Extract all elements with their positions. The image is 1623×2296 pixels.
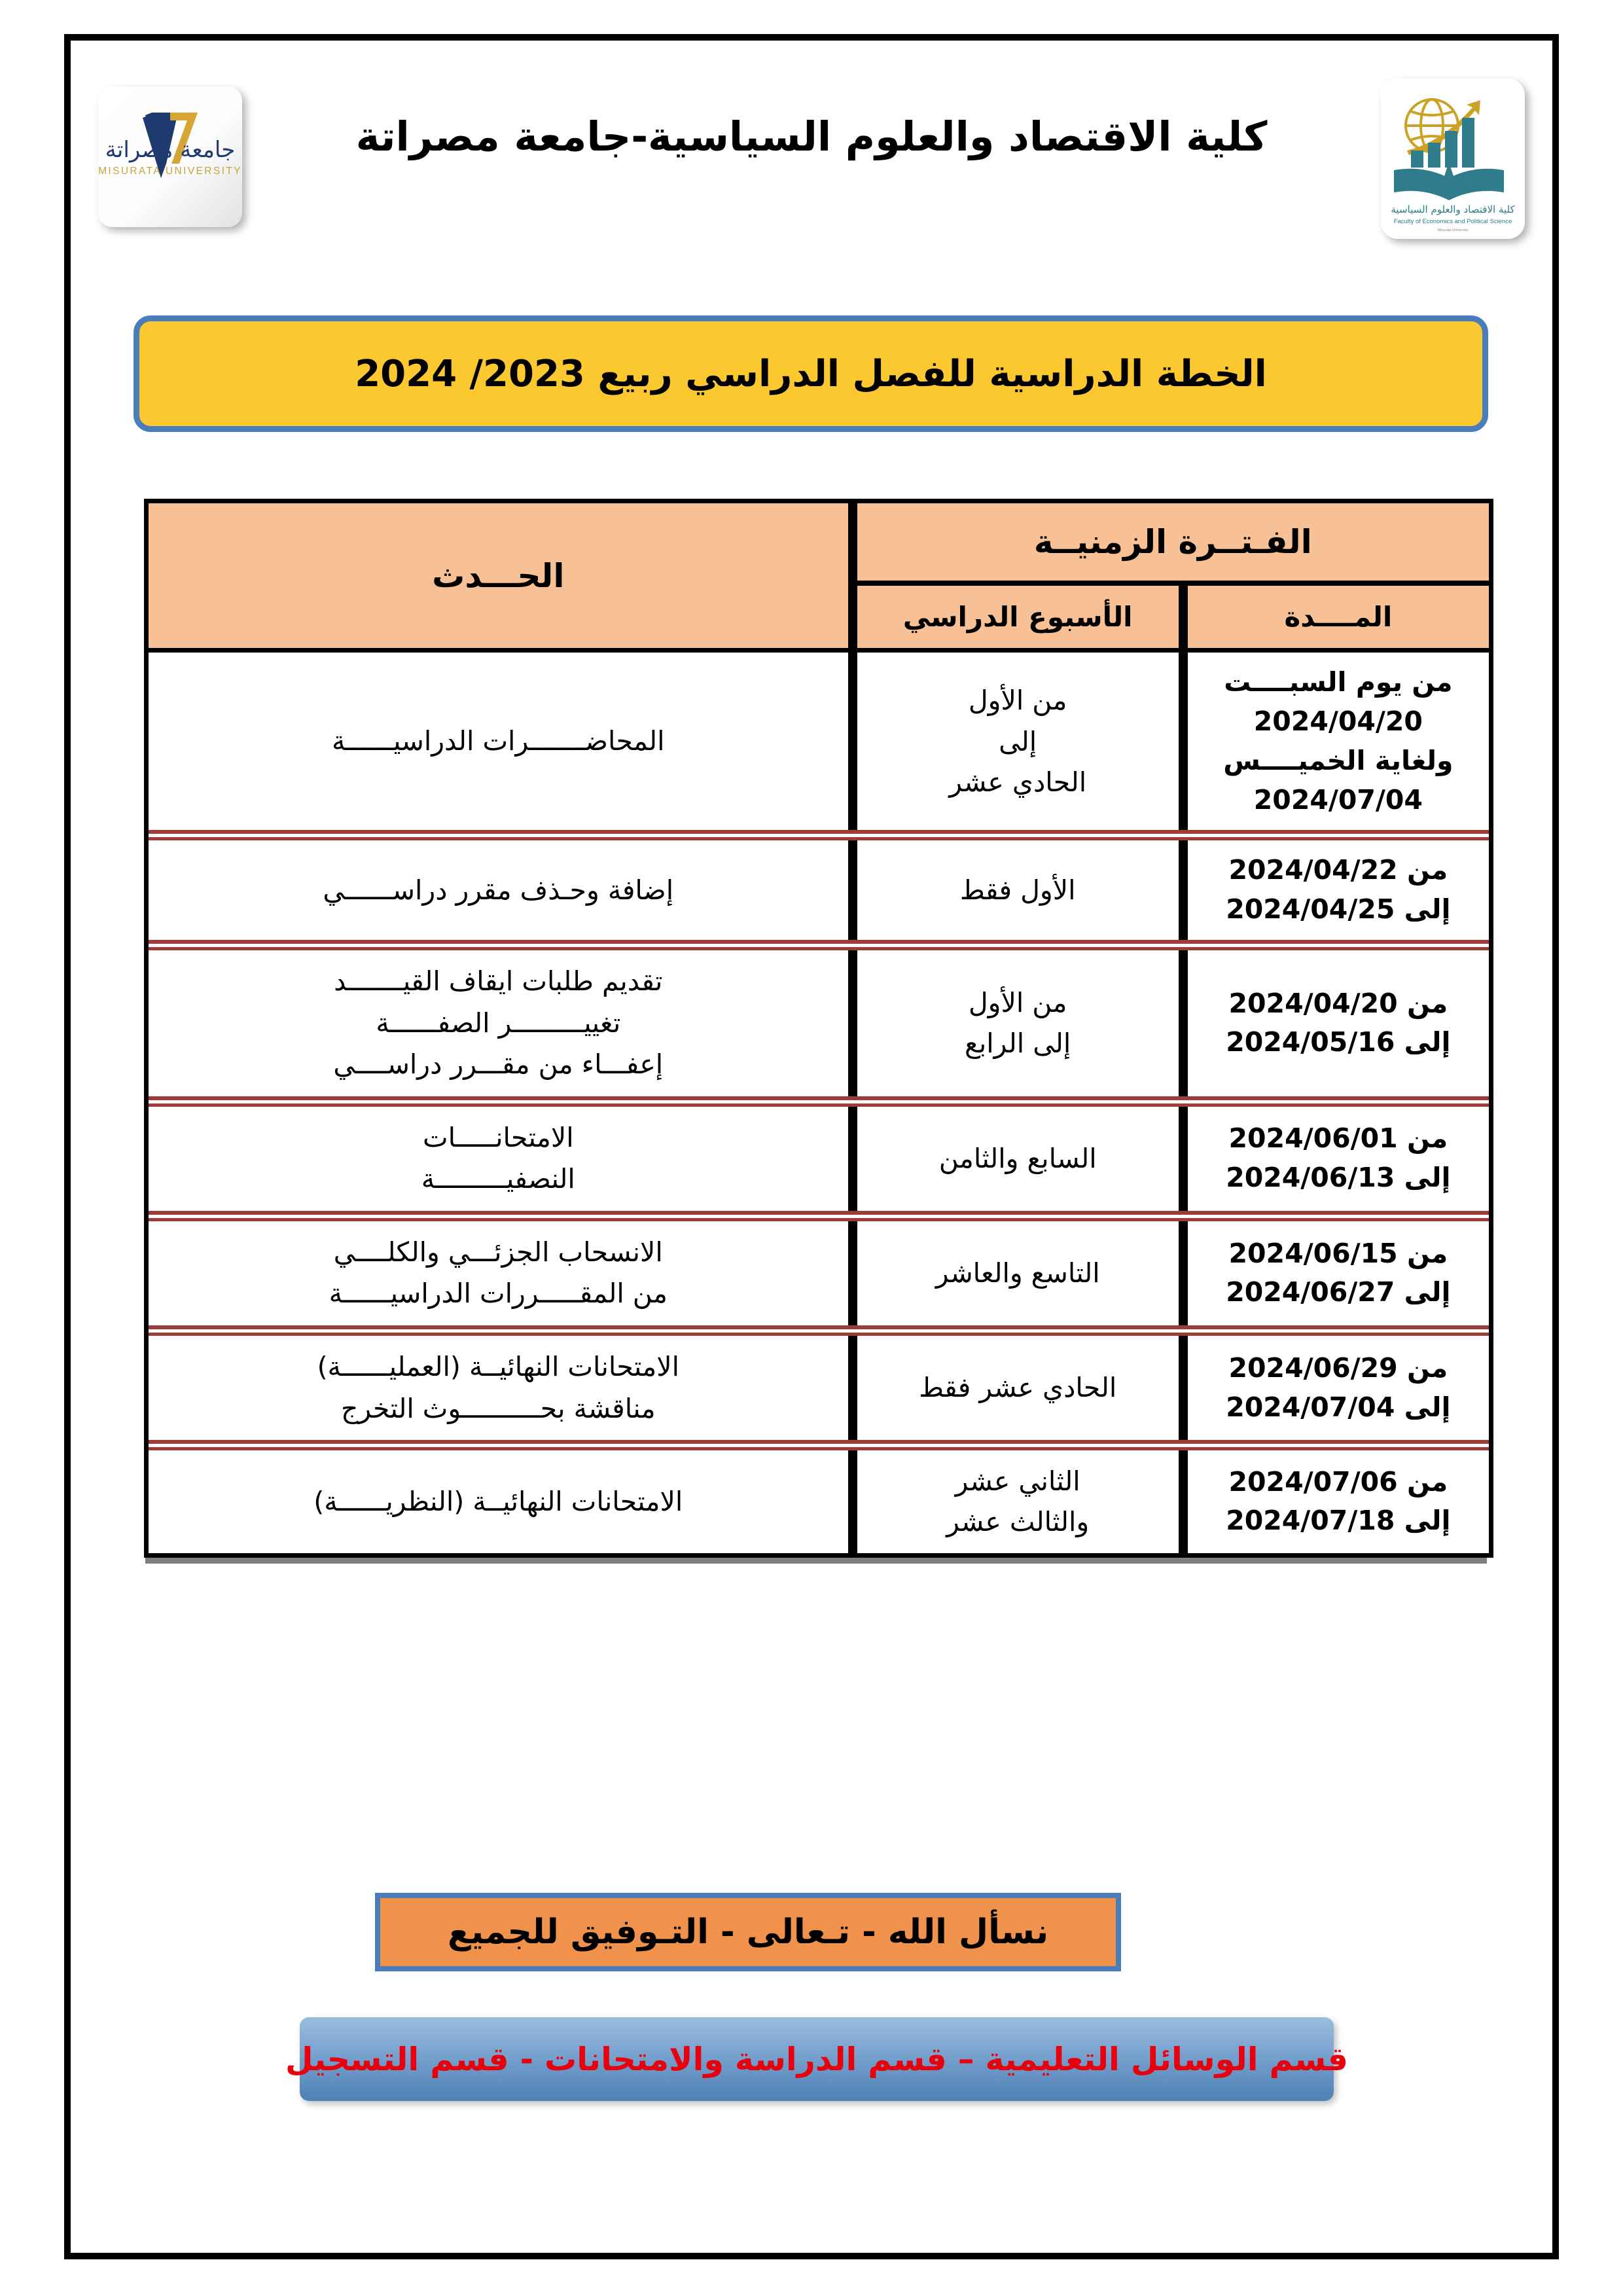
cell-event-line: الامتحانات النهائيــة (النظريــــــة) [313, 1485, 683, 1517]
separator-bar [149, 1325, 1489, 1336]
cell-duration-line: 2024/07/04 [1253, 783, 1423, 816]
cell-duration-line: من 2024/06/29 [1228, 1352, 1448, 1384]
departments-banner [285, 2017, 1348, 2101]
cell-study-week-line: السابع والثامن [938, 1143, 1097, 1175]
faculty-of-economics-logo [1381, 79, 1525, 239]
cell-study-week [853, 1107, 1183, 1211]
table-row [144, 653, 1493, 830]
university-logo-graphic [98, 86, 242, 227]
cell-duration [1183, 840, 1493, 940]
cell-study-week-line: من الأول [968, 987, 1067, 1019]
blessing-banner [375, 1893, 1121, 1971]
cell-duration-line: إلى 2024/07/04 [1226, 1391, 1451, 1423]
page-border [64, 34, 1559, 2259]
cell-study-week-line: إلى الرابع [965, 1028, 1071, 1060]
cell-duration-line: من 2024/07/06 [1228, 1465, 1448, 1498]
cell-duration-line: من 2024/04/20 [1228, 987, 1448, 1019]
table-row [144, 1221, 1493, 1325]
cell-event [144, 950, 853, 1096]
svg-text:Faculty of Economics and Polit: Faculty of Economics and Political Science [1393, 218, 1512, 225]
cell-duration [1183, 1336, 1493, 1440]
cell-event [144, 1221, 853, 1325]
cell-event-line: إضافة وحـذف مقرر دراســــــي [323, 874, 674, 906]
academic-calendar-table [144, 499, 1493, 1564]
column-header-period: الفـتــرة الزمنيــة [853, 499, 1493, 584]
column-header-event: الحـــدث [144, 499, 853, 653]
table-row [144, 950, 1493, 1096]
table-row-separator [144, 830, 1493, 840]
cell-event [144, 1107, 853, 1211]
cell-study-week [853, 653, 1183, 830]
table-row-separator [144, 1325, 1493, 1336]
separator-bar [149, 1440, 1489, 1450]
plan-title-banner [134, 315, 1488, 432]
cell-study-week-line: إلى [999, 725, 1037, 757]
table-row-separator [144, 1440, 1493, 1450]
cell-event [144, 653, 853, 830]
plan-title-text: الخطة الدراسية للفصل الدراسي ربيع 2023/ 2024 [355, 352, 1267, 395]
cell-event-line: النصفيـــــــــة [421, 1163, 575, 1195]
row-separator-cell [144, 1440, 1493, 1450]
cell-duration-line: من 2024/06/01 [1228, 1122, 1448, 1155]
table-body [144, 653, 1493, 1558]
table-row-separator [144, 1096, 1493, 1107]
cell-study-week-line: من الأول [968, 685, 1067, 717]
cell-study-week [853, 950, 1183, 1096]
blessing-text: نسأل الله - تـعالى - التـوفيق للجميع [447, 1912, 1049, 1952]
cell-duration-line: 2024/04/20 [1253, 705, 1423, 737]
cell-event-line: المحاضـــــــرات الدراسيــــــة [332, 725, 665, 757]
separator-bar [149, 940, 1489, 950]
table-row [144, 1450, 1493, 1558]
cell-event-line: مناقشة بحــــــــــوث التخرج [340, 1392, 656, 1424]
cell-study-week-line: والثالث عشر [946, 1506, 1090, 1538]
cell-duration-line: من 2024/06/15 [1228, 1237, 1448, 1269]
cell-study-week [853, 1336, 1183, 1440]
cell-study-week-line: الحادي عشر [949, 766, 1087, 798]
cell-study-week-line: الحادي عشر فقط [919, 1372, 1117, 1404]
cell-duration-line: إلى 2024/06/27 [1226, 1276, 1451, 1308]
cell-duration [1183, 950, 1493, 1096]
cell-event-line: تغييـــــــــر الصفــــــة [376, 1007, 621, 1039]
cell-event [144, 840, 853, 940]
cell-event [144, 1336, 853, 1440]
separator-bar [149, 1211, 1489, 1221]
faculty-logo-graphic [1381, 79, 1525, 239]
table-row [144, 1107, 1493, 1211]
cell-study-week [853, 1221, 1183, 1325]
cell-study-week-line: الأول فقط [959, 874, 1076, 906]
cell-duration [1183, 653, 1493, 830]
table-row-separator [144, 1211, 1493, 1221]
page-title: كلية الاقتصاد والعلوم السياسية-جامعة مصراتة [355, 113, 1268, 160]
cell-duration [1183, 1450, 1493, 1558]
departments-text: قسم الوسائل التعليمية – قسم الدراسة والامتحانات - قسم التسجيل [285, 2040, 1348, 2078]
cell-event-line: الانسحاب الجزئـــي والكلــــي [333, 1236, 663, 1268]
table-bottom-shadow [145, 1558, 1487, 1564]
table-header-row-top [144, 499, 1493, 584]
cell-event [144, 1450, 853, 1558]
page-content [71, 41, 1552, 2253]
column-header-duration: المــــدة [1183, 584, 1493, 653]
separator-bar [149, 1096, 1489, 1107]
row-separator-cell [144, 940, 1493, 950]
svg-text:جامعة مصراتة: جامعة مصراتة [105, 137, 236, 163]
table-row [144, 1336, 1493, 1440]
cell-event-line: تقديم طلبات ايقاف القيـــــــد [334, 965, 663, 997]
row-separator-cell [144, 1211, 1493, 1221]
table-row-separator [144, 940, 1493, 950]
table-row [144, 840, 1493, 940]
cell-study-week [853, 1450, 1183, 1558]
cell-duration [1183, 1221, 1493, 1325]
row-separator-cell [144, 830, 1493, 840]
cell-event-line: من المقـــــررات الدراسيــــــة [329, 1278, 668, 1310]
column-header-week: الأسبوع الدراسي [853, 584, 1183, 653]
table-head [144, 499, 1493, 653]
cell-event-line: الامتحانات النهائيــة (العمليــــــة) [317, 1350, 679, 1382]
cell-duration [1183, 1107, 1493, 1211]
cell-duration-line: إلى 2024/04/25 [1226, 893, 1451, 925]
cell-duration-line: إلى 2024/06/13 [1226, 1162, 1451, 1194]
svg-text:MISURATA UNIVERSITY: MISURATA UNIVERSITY [98, 166, 242, 177]
document-header [71, 67, 1552, 243]
cell-study-week-line: الثاني عشر [955, 1465, 1080, 1498]
row-separator-cell [144, 1096, 1493, 1107]
cell-study-week-line: التاسع والعاشر [935, 1257, 1100, 1289]
row-separator-cell [144, 1325, 1493, 1336]
cell-duration-line: من 2024/04/22 [1228, 854, 1448, 886]
cell-duration-line: إلى 2024/05/16 [1226, 1026, 1451, 1058]
cell-event-line: إعفـــاء من مقـــرر دراســــي [333, 1049, 664, 1081]
separator-bar [149, 830, 1489, 840]
misurata-university-logo [98, 86, 242, 227]
cell-study-week [853, 840, 1183, 940]
cell-duration-line: ولغاية الخميــــس [1223, 744, 1454, 776]
svg-text:Misurata University: Misurata University [1437, 228, 1469, 232]
cell-event-line: الامتحانـــــات [422, 1121, 574, 1153]
cell-duration-line: إلى 2024/07/18 [1226, 1505, 1451, 1537]
svg-text:كلية الاقتصاد والعلوم السياسية: كلية الاقتصاد والعلوم السياسية [1391, 204, 1515, 215]
cell-duration-line: من يوم السبــــت [1224, 666, 1453, 698]
